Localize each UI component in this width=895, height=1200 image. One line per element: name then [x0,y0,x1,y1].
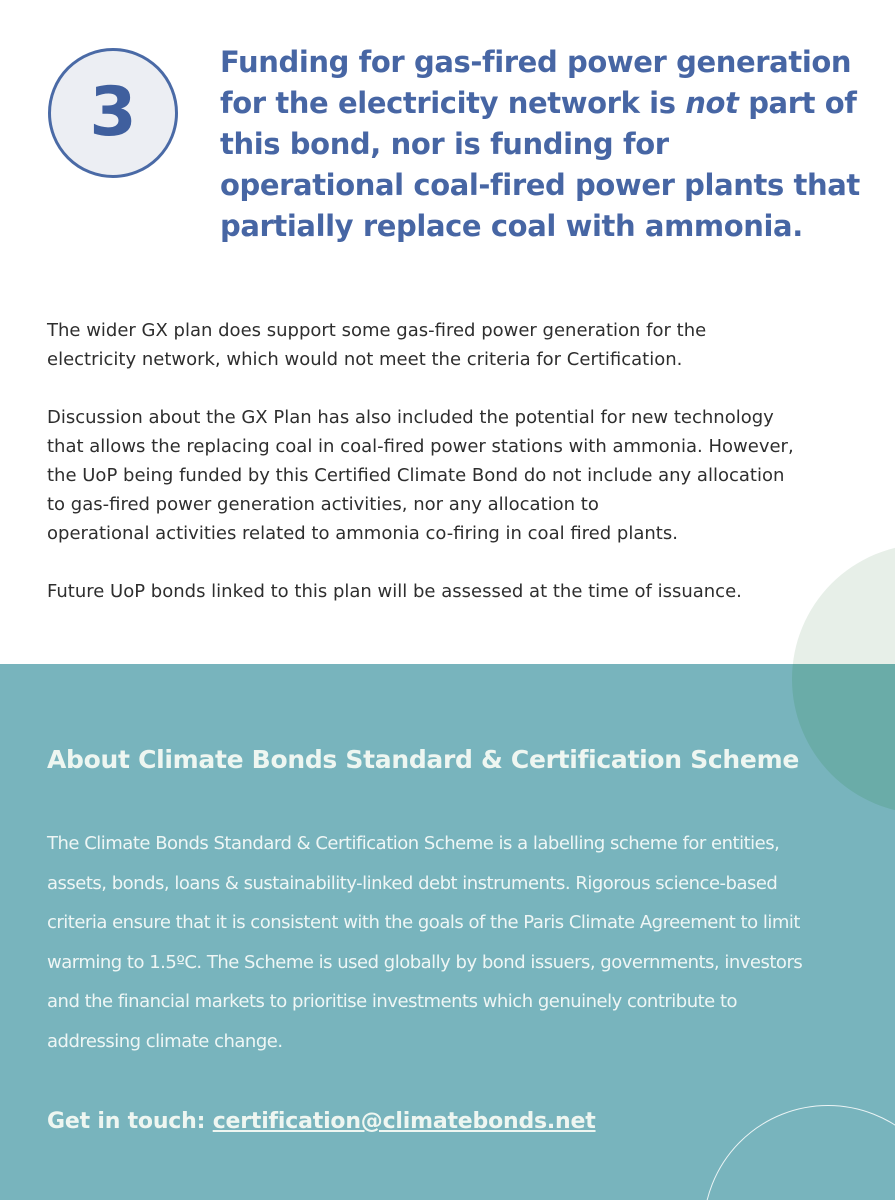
text-line: to gas-fired power generation activities, nor any allocation to [47,494,599,515]
text-line: the UoP being funded by this Certified Climate Bond do not include any allocation [47,465,785,486]
text-line: operational activities related to ammonia co-firing in coal fired plants. [47,523,678,544]
section-number-badge [48,48,178,178]
about-line: and the financial markets to prioritise investments which genuinely contribute to [47,991,738,1012]
text-line: that allows the replacing coal in coal-fired power stations with ammonia. However, [47,436,794,457]
decorative-circle-overlap [792,664,895,814]
body-text [47,316,857,635]
about-line: addressing climate change. [47,1030,283,1052]
section-headline [220,42,860,247]
about-line: assets, bonds, loans & sustainability-linked debt instruments. Rigorous science-based [47,872,778,894]
contact-label: Get in touch: [47,1109,206,1134]
contact-line [47,1106,596,1138]
paragraph-gx-plan [47,316,857,374]
text-line: electricity network, which would not meet the criteria for Certification. [47,349,683,370]
about-description [47,824,847,1061]
decorative-ring [703,1105,895,1200]
text-line: Discussion about the GX Plan has also included the potential for new technology [47,407,774,428]
section-number: 3 [89,73,137,152]
paragraph-ammonia [47,403,857,548]
about-line: criteria ensure that it is consistent with the goals of the Paris Climate Agreement to limit [47,912,800,933]
about-section [0,664,895,1200]
text-line: The wider GX plan does support some gas-fired power generation for the [47,320,707,341]
headline-part-2: part of this bond, nor is funding for operational coal-fired power plants that partially replace coal with ammonia. [220,86,860,243]
text-line: Future UoP bonds linked to this plan will be assessed at the time of issuance. [47,581,742,602]
contact-email-link[interactable]: certification@climatebonds.net [212,1109,596,1134]
headline-part-1: Funding for gas-fired power generation for the electricity network is [220,45,852,120]
about-title: About Climate Bonds Standard & Certification Scheme [47,745,799,774]
about-line: The Climate Bonds Standard & Certification Scheme is a labelling scheme for entities, [47,833,780,854]
about-line: warming to 1.5ºC. The Scheme is used globally by bond issuers, governments, investors [47,951,803,973]
headline-emphasis: not [685,86,739,120]
paragraph-future-bonds [47,577,857,606]
